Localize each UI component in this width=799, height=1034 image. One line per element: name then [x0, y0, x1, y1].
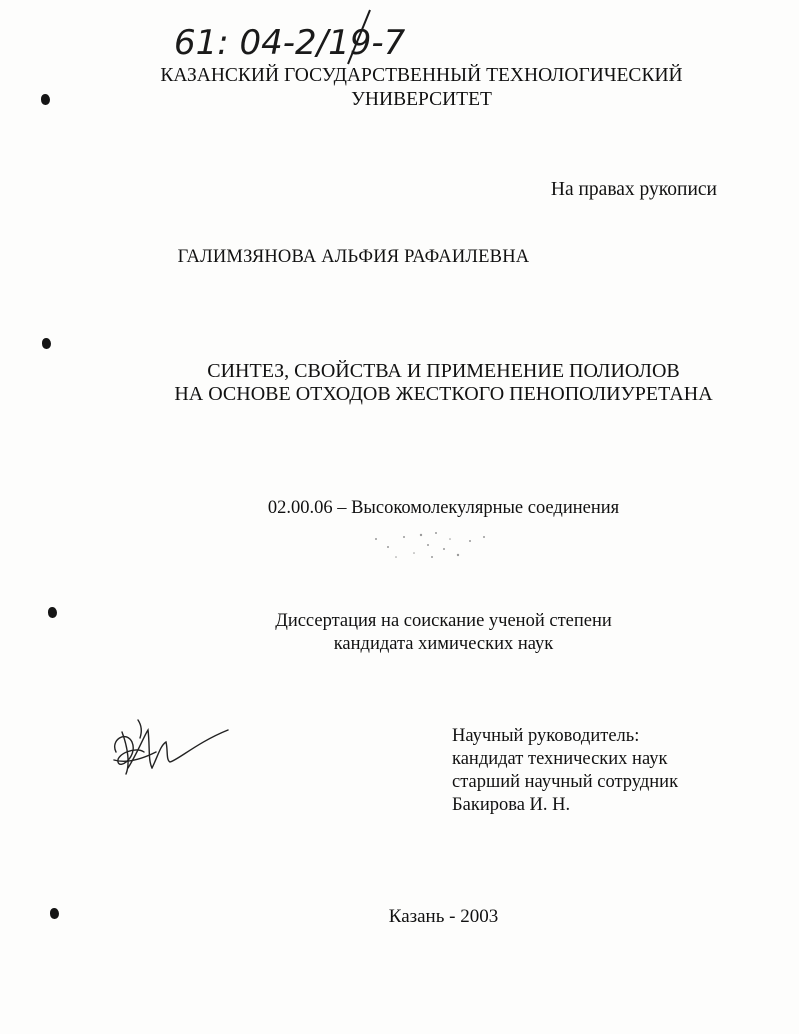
dissertation-title-line1: СИНТЕЗ, СВОЙСТВА И ПРИМЕНЕНИЕ ПОЛИОЛОВ	[207, 360, 680, 382]
manuscript-rights-note: На правах рукописи	[550, 179, 717, 200]
advisor-name: Бакирова И. Н.	[452, 795, 571, 815]
university-name-line1: КАЗАНСКИЙ ГОСУДАРСТВЕННЫЙ ТЕХНОЛОГИЧЕСКИЙ	[160, 65, 683, 86]
binding-hole-mark	[50, 908, 59, 919]
advisor-signature	[108, 712, 238, 782]
archive-code-handwritten	[172, 6, 462, 66]
city-year: Казань - 2003	[388, 906, 499, 927]
advisor-degree: кандидат технических наук	[452, 749, 668, 769]
scan-smudge	[366, 527, 496, 567]
binding-hole-mark	[41, 94, 50, 105]
author-name: ГАЛИМЗЯНОВА АЛЬФИЯ РАФАИЛЕВНА	[177, 247, 530, 267]
dissertation-degree-line2: кандидата химических наук	[333, 634, 554, 654]
university-name-line2: УНИВЕРСИТЕТ	[351, 89, 492, 110]
archive-code-text: 61: 04-2/19-7	[174, 23, 406, 63]
binding-hole-mark	[42, 338, 51, 349]
dissertation-degree-line1: Диссертация на соискание ученой степени	[275, 611, 612, 631]
dissertation-title-line2: НА ОСНОВЕ ОТХОДОВ ЖЕСТКОГО ПЕНОПОЛИУРЕТАНА	[174, 383, 713, 405]
advisor-label: Научный руководитель:	[452, 726, 640, 746]
binding-hole-mark	[48, 607, 57, 618]
advisor-position: старший научный сотрудник	[452, 772, 679, 792]
specialty-code: 02.00.06 – Высокомолекулярные соединения	[267, 498, 620, 518]
